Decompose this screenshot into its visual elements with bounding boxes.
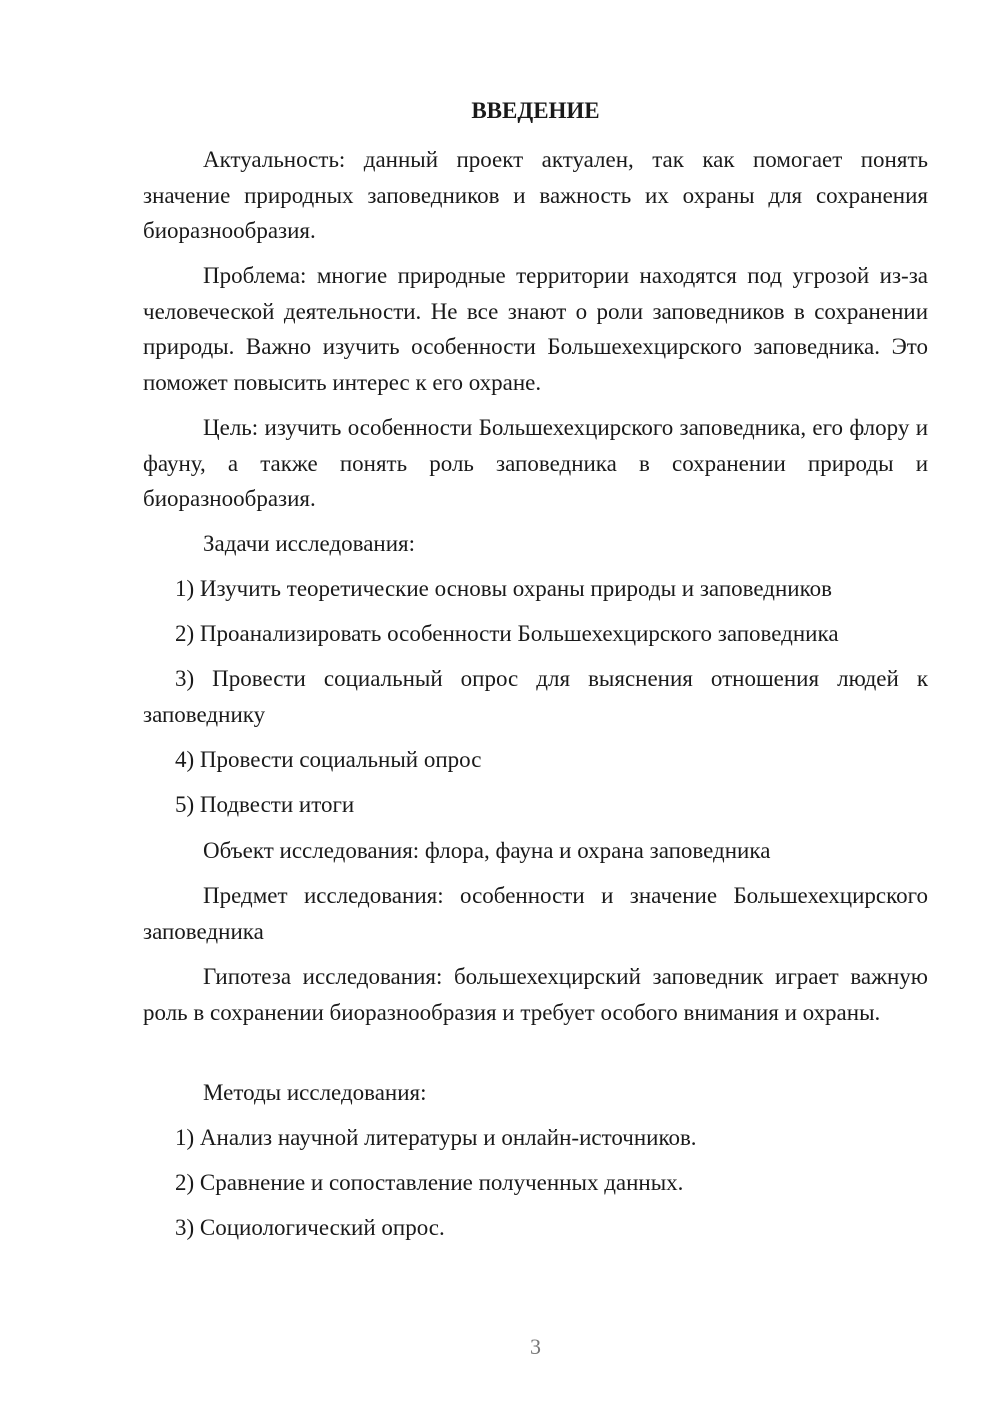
paragraph-problem: Проблема: многие природные территории находятся под угрозой из-за человеческой деятельности. Не все знают о роли заповедников в сохранении природы. Важно изучить особенности Большехехцирского заповедника. Это поможет повысить интерес к его охране. xyxy=(143,263,928,395)
list-item-method-2: 2) Сравнение и сопоставление полученных данных. xyxy=(175,1170,684,1195)
list-item-task-2: 2) Проанализировать особенности Большехехцирского заповедника xyxy=(175,621,839,646)
list-item-task-4: 4) Провести социальный опрос xyxy=(175,747,482,772)
list-item-method-3: 3) Социологический опрос. xyxy=(175,1215,445,1240)
paragraph-relevance: Актуальность: данный проект актуален, так как помогает понять значение природных заповедников и важность их охраны для сохранения биоразнообразия. xyxy=(143,147,928,243)
paragraph-subject: Предмет исследования: особенности и значение Большехехцирского заповедника xyxy=(143,883,928,944)
paragraph-methods-heading: Методы исследования: xyxy=(203,1080,427,1105)
paragraph-goal: Цель: изучить особенности Большехехцирского заповедника, его флору и фауну, а также понять роль заповедника в сохранении природы и биоразнообразия. xyxy=(143,415,928,511)
paragraph-hypothesis: Гипотеза исследования: большехехцирский заповедник играет важную роль в сохранении биоразнообразия и требует особого внимания и охраны. xyxy=(143,964,928,1025)
paragraph-object: Объект исследования: флора, фауна и охрана заповедника xyxy=(203,838,771,863)
section-title: ВВЕДЕНИЕ xyxy=(471,98,600,123)
list-item-task-3: 3) Провести социальный опрос для выяснения отношения людей к заповеднику xyxy=(143,666,928,727)
list-item-task-1: 1) Изучить теоретические основы охраны природы и заповедников xyxy=(175,576,832,601)
page-number: 3 xyxy=(530,1334,541,1359)
list-item-method-1: 1) Анализ научной литературы и онлайн-источников. xyxy=(175,1125,697,1150)
paragraph-tasks-heading: Задачи исследования: xyxy=(203,531,416,556)
list-item-task-5: 5) Подвести итоги xyxy=(175,792,355,817)
